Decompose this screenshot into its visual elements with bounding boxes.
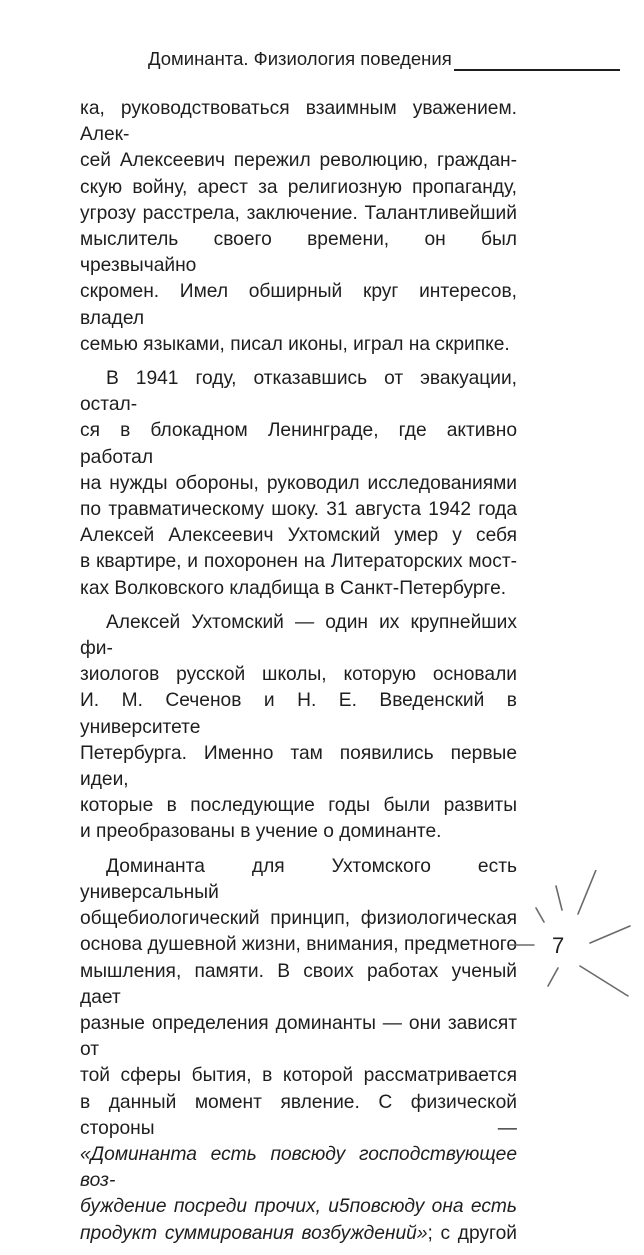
text-line: ка, руководствоваться взаимным уважением. Алек- <box>80 98 517 146</box>
quote-line <box>80 1194 517 1220</box>
text-line: зиологов русской школы, которую основали <box>80 664 517 686</box>
paragraph-3 <box>80 610 517 846</box>
text-line: общебиологический принцип, физиологическая <box>80 908 517 930</box>
text-line: в данный момент явление. С физической стороны — <box>80 1091 517 1139</box>
text-line: ся в блокадном Ленинграде, где активно работал <box>80 420 517 468</box>
text-line: той сферы бытия, в которой рассматривается <box>80 1065 517 1087</box>
text-line: Алексей Ухтомский — один их крупнейших фи- <box>80 611 517 660</box>
tail-text: ; с другой <box>427 1222 517 1244</box>
page-header <box>0 48 644 78</box>
text-line: Алексей Алексеевич Ухтомский умер у себя <box>80 525 517 547</box>
text-line: разные определения доминанты — они зависят от <box>80 1012 517 1061</box>
text-line: В 1941 году, отказавшись от эвакуации, остал- <box>80 368 517 416</box>
text-line: основа душевной жизни, внимания, предметного <box>80 934 517 956</box>
header-rule <box>454 69 620 71</box>
text-line: И. М. Сеченов и Н. Е. Введенский в университете <box>80 690 517 738</box>
text-line: угрозу расстрела, заключение. Талантливейший <box>80 202 517 224</box>
text-line: которые в последующие годы были развиты <box>80 795 517 817</box>
text-line: мышления, памяти. В своих работах ученый дает <box>80 960 517 1008</box>
text-line: в квартире, и похоронен на Литераторских мост- <box>80 551 517 573</box>
text-line: мыслитель своего времени, он был чрезвычайно <box>80 229 517 277</box>
quote-text: буждение посреди прочих, и5повсюду она есть <box>80 1196 517 1218</box>
page-number: 7 <box>552 933 565 958</box>
text-line: Доминанта для Ухтомского есть универсальный <box>80 855 517 903</box>
quote-text: «Доминанта есть повсюду господствующее воз- <box>80 1143 517 1192</box>
quote-text: продукт суммирования возбуждений» <box>80 1222 428 1244</box>
text-line: Петербурга. Именно там появились первые идеи, <box>80 742 517 791</box>
body-text <box>80 96 517 1255</box>
running-title: Доминанта. Физиология поведения <box>148 48 452 69</box>
text-line: семью языками, писал иконы, играл на скрипке. <box>80 333 510 355</box>
paragraph-2 <box>80 366 517 602</box>
text-line: скромен. Имел обширный круг интересов, владел <box>80 281 517 329</box>
text-line: ках Волковского кладбища в Санкт-Петербурге. <box>80 577 507 599</box>
paragraph-1 <box>80 96 517 358</box>
quote-line <box>80 1142 517 1194</box>
text-line: сей Алексеевич пережил революцию, граждан- <box>80 150 517 172</box>
text-line: по травматическому шоку. 31 августа 1942 года <box>80 499 517 521</box>
paragraph-4 <box>80 854 517 1247</box>
decorative-sunburst-icon <box>496 870 644 1000</box>
text-line: и преобразованы в учение о доминанте. <box>80 821 442 843</box>
text-line: скую войну, арест за религиозную пропаганду, <box>80 176 517 198</box>
quote-line <box>80 1221 517 1247</box>
text-line: на нужды обороны, руководил исследованиями <box>80 472 517 494</box>
